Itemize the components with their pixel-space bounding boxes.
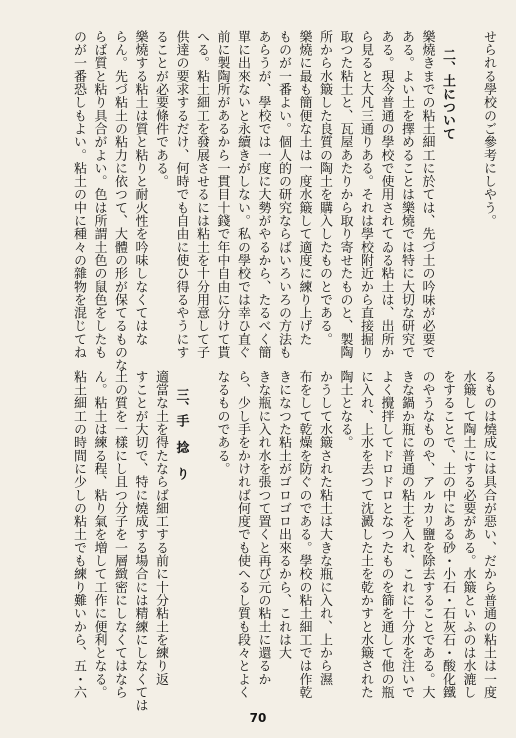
text-column — [191, 370, 212, 680]
text-column: 樂燒する粘土は質と粘りと耐火性を吟味しなくてはな — [132, 30, 148, 346]
text-column: 陶土となる。 — [337, 370, 353, 449]
text-column: きな瓶に入れ水を張つて置くと再び元の粘土に還るか — [255, 370, 271, 686]
text-column: 適當な土を得たならば細工する前に十分粘土を練り返 — [153, 370, 168, 686]
text-column: 粘土細工の時間に少しの粘土でも練り難いから、五・六 — [71, 370, 86, 699]
text-column: ら、少し手をかければ何度でも使へるし質も段々とよく — [235, 370, 250, 699]
upper-text-block — [68, 30, 499, 372]
text-column: あらうが、學校では一度に大勢がやるから、たるべく簡 — [255, 30, 271, 359]
text-column: らば質と粘り具合がよい。色は所謂土色の鼠色をしたも — [91, 30, 107, 359]
text-column: きな鍋か瓶に普通の粘土を入れ、これに十分水を注いで — [399, 370, 414, 699]
text-column: 水簸して陶土にする必要がある。水簸といふのは水漉し — [460, 370, 476, 699]
text-column: かうして水簸された粘土は大きな瓶に入れ、上から濕 — [317, 370, 332, 686]
text-column: せられる學校のご參考にしやう。 — [481, 30, 496, 228]
text-column: きになつた粘土がゴロゴロ出來るから、これは大 — [276, 370, 291, 660]
text-column: をすることで、土の中にある砂・小石・石灰石・酸化鐵 — [440, 370, 455, 699]
text-column: 單に出來ないと永續きがしない。私の學校では幸ひ直ぐ — [235, 30, 250, 359]
text-column: 布をして乾燥を防ぐのである。學校の粘土細工では作乾 — [296, 370, 312, 699]
text-column: 供達の要求するだけ、何時でも自由に使ひ得るやうにす — [173, 30, 189, 359]
text-column: へる。粘土細工を發展させるには粘土を十分用意して子 — [194, 30, 209, 359]
text-column: 取つた粘土と、瓦屋あたりから取り寄せたものと、製陶 — [337, 30, 353, 359]
text-column: 前に製陶所があるから一貫目十錢で年中自由に分けて貰 — [214, 30, 230, 359]
text-column: 樂燒きまでの粘土細工に於ては、先づ土の吟味が必要で — [419, 30, 435, 359]
text-column: ある。現今普通の學校で使用されてゐる粘土は、出所か — [378, 30, 394, 359]
text-column: ある。よい土を擇めることは樂燒では特に大切な研究で — [399, 30, 414, 359]
text-column: 樂燒に最も簡便な土は一度水簸して適度に練り上げた — [296, 30, 312, 346]
text-column: すことが大切で、特に燒成する場合には精練にしなくては — [132, 370, 148, 712]
text-column: ん。粘土は練る程、粘り氣を増して工作に便利となる。 — [91, 370, 107, 699]
text-column: のが一番恐しもよい。粘土の中に種々の雜物を混じてね — [71, 30, 86, 359]
text-column: に入れ、上水を去つて沈澱した土を乾かすと水簸された — [358, 370, 373, 699]
section-heading: 二、土について — [440, 48, 455, 141]
text-column: なるものである。 — [214, 370, 230, 476]
page-number: 70 — [249, 711, 267, 725]
section-heading: 三、手 捻 り — [173, 388, 189, 481]
text-column: ものが一番よい。個人的の研究ならばいろいろの方法も — [276, 30, 291, 359]
text-column — [457, 30, 478, 338]
text-column: るものは燒成には具合が惡い、だから普通の粘土は一度 — [481, 370, 496, 699]
text-column: ら見ると大凡三通りある。それは學校附近から直接掘り — [358, 30, 373, 359]
lower-text-block — [68, 370, 499, 712]
text-column: 土の質を一樣にし且つ分子を一層緻密にしなくてはなら — [112, 370, 127, 699]
text-column: よく攪拌してドロドロとなつたものを篩を通して他の瓶 — [378, 370, 394, 699]
text-column: 所から水簸した良質の陶土を購入したものとである。 — [317, 30, 332, 346]
text-column: ることが必要條件である。 — [153, 30, 168, 188]
text-column: らん。先づ粘土の粘力に依つて、大體の形が保てるものな — [112, 30, 127, 372]
text-column: のやうなものや、アルカリ鹽を除去することである。大 — [419, 370, 435, 699]
